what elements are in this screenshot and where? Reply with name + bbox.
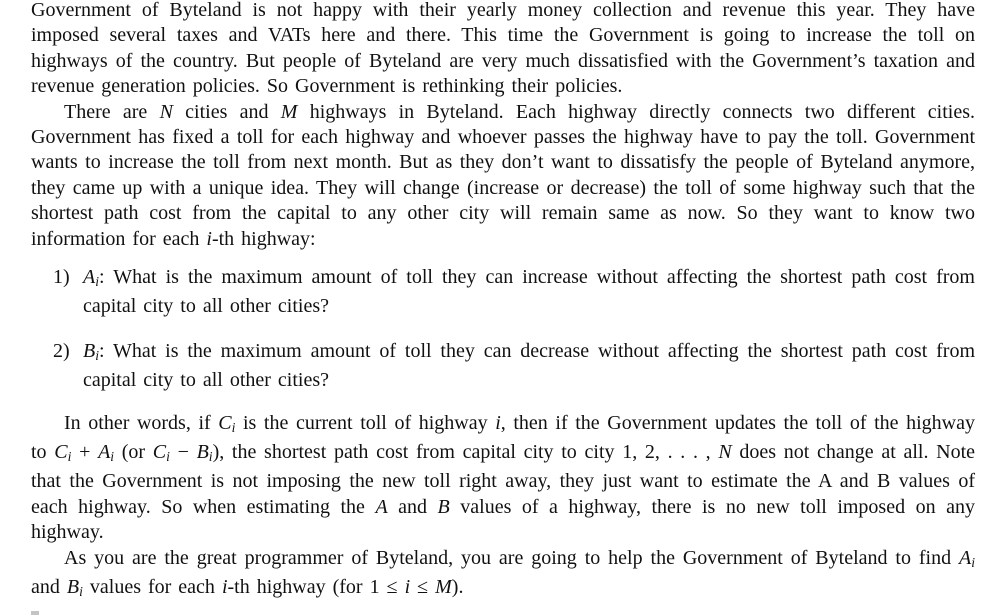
paragraph-clarification [31,411,975,546]
math-token: M [435,576,452,599]
text-run: (or [114,441,153,464]
math-token: i [495,411,501,434]
paragraph-task [31,546,975,605]
math-token: B [83,339,96,362]
math-token: B [196,441,209,464]
math-token: A [959,546,972,569]
math-token: C [218,411,232,434]
list-item-text [83,266,975,317]
math-token: A [98,441,111,464]
text-run: cities and [172,100,281,123]
math-token: N [718,441,732,464]
text-run: − [169,441,197,464]
math-token: B [66,576,80,599]
text-run: Government of Byteland is not happy with their yearly money collection and revenue this year. They have imposed several taxes and VATs here and there. This time the Government is going to increase the toll on highways of the country. But people of Byteland are very much dissatisfied with the Government’s taxation and revenue generation policies. So Government is rethinking their policies. [31,0,975,98]
math-token: C [54,441,68,464]
next-section-cutoff-fragment [31,611,39,615]
math-token: B [437,495,450,518]
text-run: values of a highway, there is no new toll imposed on any highway. [31,495,975,544]
list-item-text [83,340,975,391]
text-run: and [387,495,438,518]
text-run: ), the shortest path cost from capital city to city 1, 2, . . . , [212,441,719,464]
math-token: A [375,495,388,518]
text-run: : What is the maximum amount of toll they can increase without affecting the shortest path cost from capital city to all other cities? [83,266,975,318]
list-item-decrease [31,339,975,394]
math-token: M [280,100,298,123]
text-run: ≤ [410,576,436,599]
text-run: highways in Byteland. Each highway directly connects two different cities. Government has fixed a toll for each highway and whoever passes the highway have to pay the toll. Government wants to increase the toll from next month. But as they don’t want to dissatisfy the people of Byteland anymore, they came up with a unique idea. They will change (increase or decrease) the toll of some highway such that the shortest path cost from the capital to any other city will remain same as now. So they want to know two information for each [31,100,975,250]
text-run: As you are the great programmer of Byteland, you are going to help the Government of Byteland to find [64,546,959,569]
text-run: -th highway: [211,227,316,250]
math-token: N [159,100,173,123]
math-token: i [206,227,212,250]
text-run: and [31,576,67,599]
math-token: A [83,266,96,289]
math-token: i [971,554,975,570]
list-item-increase [31,265,975,320]
math-token: i [95,347,99,363]
text-run: : What is the maximum amount of toll they can decrease without affecting the shortest path cost from capital city to all other cities? [83,339,975,392]
text-run: + [71,441,99,464]
text-run: In other words, if [64,411,219,434]
text-run: There are [64,100,160,123]
math-token: i [95,274,99,290]
math-token: i [79,584,83,600]
list-number: 2) [53,339,70,362]
text-run: values for each [82,576,222,599]
text-run: does not change at all. Note that the Government is not imposing the new toll right away, they just want to estimate the A and B values of each highway. So when estimating the [31,441,976,518]
ordered-list [31,265,975,394]
math-token: i [208,449,213,465]
math-token: i [221,576,228,599]
math-token: i [110,449,115,465]
math-token: i [67,449,72,465]
text-run: -th highway (for 1 ≤ [227,576,405,599]
list-number: 1) [53,266,70,289]
math-token: C [152,441,167,464]
text-run: , then if the Government updates the toll of the highway to [31,411,975,464]
math-token: i [166,449,170,465]
text-run: ). [451,576,464,599]
paragraph-intro [31,0,975,100]
text-run: is the current toll of highway [235,411,496,434]
math-token: i [404,576,411,599]
math-token: i [231,419,236,435]
paragraph-setup [31,100,975,252]
